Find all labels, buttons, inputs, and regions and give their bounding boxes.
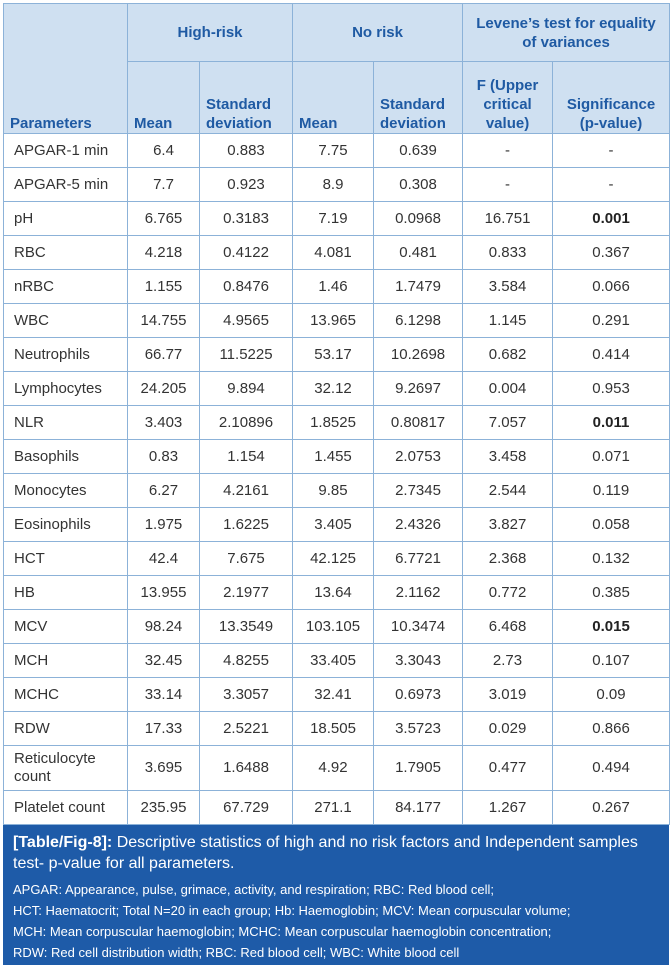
cell-nr-mean: 1.46 (293, 270, 374, 304)
cell-f-value: 7.057 (463, 406, 553, 440)
cell-hr-sd: 67.729 (200, 791, 293, 825)
cell-parameter: APGAR-5 min (4, 168, 128, 202)
cell-nr-mean: 7.75 (293, 134, 374, 168)
cell-p-value: 0.015 (553, 610, 670, 644)
table-row (4, 202, 670, 236)
cell-p-value: 0.866 (553, 712, 670, 746)
cell-nr-mean: 18.505 (293, 712, 374, 746)
cell-nr-mean: 7.19 (293, 202, 374, 236)
cell-hr-sd: 0.3183 (200, 202, 293, 236)
cell-hr-mean: 32.45 (128, 644, 200, 678)
cell-nr-sd: 10.3474 (374, 610, 463, 644)
cell-hr-sd: 4.2161 (200, 474, 293, 508)
header-hr-mean: Mean (128, 62, 200, 134)
cell-nr-sd: 2.7345 (374, 474, 463, 508)
cell-f-value: 1.145 (463, 304, 553, 338)
cell-p-value: 0.414 (553, 338, 670, 372)
cell-f-value: 1.267 (463, 791, 553, 825)
cell-parameter: Neutrophils (4, 338, 128, 372)
cell-parameter: RDW (4, 712, 128, 746)
cell-nr-mean: 8.9 (293, 168, 374, 202)
cell-nr-sd: 0.308 (374, 168, 463, 202)
cell-nr-sd: 2.1162 (374, 576, 463, 610)
cell-parameter: RBC (4, 236, 128, 270)
cell-f-value: - (463, 168, 553, 202)
cell-hr-mean: 17.33 (128, 712, 200, 746)
cell-p-value: 0.001 (553, 202, 670, 236)
cell-f-value: 0.477 (463, 746, 553, 791)
cell-f-value: 2.368 (463, 542, 553, 576)
cell-hr-mean: 14.755 (128, 304, 200, 338)
cell-hr-mean: 3.403 (128, 406, 200, 440)
cell-hr-mean: 24.205 (128, 372, 200, 406)
cell-hr-mean: 1.155 (128, 270, 200, 304)
cell-hr-mean: 0.83 (128, 440, 200, 474)
caption-note: MCH: Mean corpuscular haemoglobin; MCHC: Mean corpuscular haemoglobin concentration; (13, 924, 552, 939)
cell-p-value: 0.367 (553, 236, 670, 270)
table-row (4, 712, 670, 746)
cell-nr-mean: 13.965 (293, 304, 374, 338)
cell-nr-sd: 84.177 (374, 791, 463, 825)
cell-f-value: 0.833 (463, 236, 553, 270)
cell-p-value: 0.385 (553, 576, 670, 610)
cell-p-value: - (553, 168, 670, 202)
caption-notes (13, 879, 659, 963)
cell-p-value: 0.066 (553, 270, 670, 304)
cell-hr-mean: 3.695 (128, 746, 200, 791)
cell-f-value: 0.772 (463, 576, 553, 610)
cell-hr-sd: 0.923 (200, 168, 293, 202)
cell-parameter: NLR (4, 406, 128, 440)
cell-parameter: Basophils (4, 440, 128, 474)
header-hr-sd: Standard deviation (200, 62, 293, 134)
cell-hr-sd: 4.8255 (200, 644, 293, 678)
table-body (4, 134, 670, 825)
caption-label: [Table/Fig-8]: (13, 834, 113, 851)
cell-nr-sd: 2.0753 (374, 440, 463, 474)
cell-nr-sd: 2.4326 (374, 508, 463, 542)
cell-p-value: 0.058 (553, 508, 670, 542)
cell-nr-mean: 3.405 (293, 508, 374, 542)
cell-nr-mean: 4.92 (293, 746, 374, 791)
cell-p-value: 0.267 (553, 791, 670, 825)
header-no-risk: No risk (293, 4, 463, 62)
cell-hr-mean: 6.4 (128, 134, 200, 168)
cell-f-value: 2.544 (463, 474, 553, 508)
cell-p-value: 0.09 (553, 678, 670, 712)
cell-nr-sd: 0.0968 (374, 202, 463, 236)
table-row (4, 644, 670, 678)
cell-hr-mean: 235.95 (128, 791, 200, 825)
cell-nr-sd: 1.7479 (374, 270, 463, 304)
cell-f-value: 6.468 (463, 610, 553, 644)
document (3, 3, 669, 965)
cell-nr-sd: 0.6973 (374, 678, 463, 712)
caption-text: Descriptive statistics of high and no risk factors and Independent samples test- p-value for all parameters. (13, 834, 638, 872)
cell-nr-sd: 0.80817 (374, 406, 463, 440)
cell-hr-mean: 6.27 (128, 474, 200, 508)
cell-nr-mean: 32.12 (293, 372, 374, 406)
header-high-risk: High-risk (128, 4, 293, 62)
cell-nr-sd: 6.7721 (374, 542, 463, 576)
table-row (4, 372, 670, 406)
header-parameters: Parameters (4, 4, 128, 134)
cell-nr-mean: 4.081 (293, 236, 374, 270)
table-row (4, 542, 670, 576)
cell-parameter: HCT (4, 542, 128, 576)
caption-note: APGAR: Appearance, pulse, grimace, activity, and respiration; RBC: Red blood cell; (13, 882, 494, 897)
cell-hr-mean: 13.955 (128, 576, 200, 610)
table-row (4, 134, 670, 168)
cell-nr-mean: 32.41 (293, 678, 374, 712)
table-row (4, 474, 670, 508)
header-row-groups (4, 4, 670, 62)
cell-hr-sd: 9.894 (200, 372, 293, 406)
cell-p-value: - (553, 134, 670, 168)
table-row (4, 304, 670, 338)
table-row (4, 338, 670, 372)
caption-title (13, 832, 659, 874)
cell-nr-mean: 42.125 (293, 542, 374, 576)
statistics-table (3, 3, 670, 825)
cell-f-value: - (463, 134, 553, 168)
cell-nr-mean: 1.8525 (293, 406, 374, 440)
header-levene: Levene’s test for equality of variances (463, 4, 670, 62)
cell-nr-sd: 3.3043 (374, 644, 463, 678)
cell-nr-mean: 271.1 (293, 791, 374, 825)
cell-parameter: Reticulocyte count (4, 746, 128, 791)
cell-hr-sd: 11.5225 (200, 338, 293, 372)
cell-nr-mean: 103.105 (293, 610, 374, 644)
caption-note: HCT: Haematocrit; Total N=20 in each group; Hb: Haemoglobin; MCV: Mean corpuscular volume; (13, 903, 571, 918)
cell-parameter: Monocytes (4, 474, 128, 508)
cell-nr-mean: 9.85 (293, 474, 374, 508)
cell-nr-mean: 53.17 (293, 338, 374, 372)
cell-nr-sd: 0.481 (374, 236, 463, 270)
table-row (4, 791, 670, 825)
cell-hr-sd: 4.9565 (200, 304, 293, 338)
cell-parameter: HB (4, 576, 128, 610)
cell-hr-sd: 0.883 (200, 134, 293, 168)
header-significance: Significance (p-value) (553, 62, 670, 134)
cell-f-value: 0.004 (463, 372, 553, 406)
cell-hr-sd: 1.6225 (200, 508, 293, 542)
cell-nr-sd: 0.639 (374, 134, 463, 168)
cell-p-value: 0.071 (553, 440, 670, 474)
cell-hr-sd: 0.8476 (200, 270, 293, 304)
cell-p-value: 0.011 (553, 406, 670, 440)
cell-hr-mean: 33.14 (128, 678, 200, 712)
cell-parameter: pH (4, 202, 128, 236)
cell-f-value: 0.682 (463, 338, 553, 372)
cell-hr-mean: 7.7 (128, 168, 200, 202)
cell-parameter: APGAR-1 min (4, 134, 128, 168)
cell-hr-sd: 2.1977 (200, 576, 293, 610)
cell-hr-sd: 13.3549 (200, 610, 293, 644)
cell-hr-sd: 3.3057 (200, 678, 293, 712)
cell-hr-mean: 98.24 (128, 610, 200, 644)
cell-nr-sd: 6.1298 (374, 304, 463, 338)
cell-parameter: Platelet count (4, 791, 128, 825)
cell-f-value: 2.73 (463, 644, 553, 678)
header-nr-mean: Mean (293, 62, 374, 134)
cell-hr-sd: 0.4122 (200, 236, 293, 270)
cell-parameter: WBC (4, 304, 128, 338)
cell-hr-mean: 4.218 (128, 236, 200, 270)
cell-f-value: 3.458 (463, 440, 553, 474)
cell-hr-mean: 42.4 (128, 542, 200, 576)
cell-parameter: MCV (4, 610, 128, 644)
table-row (4, 746, 670, 791)
cell-hr-mean: 1.975 (128, 508, 200, 542)
cell-f-value: 16.751 (463, 202, 553, 236)
cell-f-value: 3.827 (463, 508, 553, 542)
cell-f-value: 3.019 (463, 678, 553, 712)
table-row (4, 610, 670, 644)
caption-note: RDW: Red cell distribution width; RBC: Red blood cell; WBC: White blood cell (13, 945, 460, 960)
cell-parameter: Eosinophils (4, 508, 128, 542)
cell-p-value: 0.132 (553, 542, 670, 576)
cell-hr-mean: 66.77 (128, 338, 200, 372)
cell-nr-mean: 33.405 (293, 644, 374, 678)
cell-parameter: Lymphocytes (4, 372, 128, 406)
cell-hr-sd: 2.5221 (200, 712, 293, 746)
table-row (4, 508, 670, 542)
cell-hr-sd: 1.6488 (200, 746, 293, 791)
cell-f-value: 3.584 (463, 270, 553, 304)
cell-hr-sd: 2.10896 (200, 406, 293, 440)
table-row (4, 576, 670, 610)
cell-hr-mean: 6.765 (128, 202, 200, 236)
table-row (4, 236, 670, 270)
cell-hr-sd: 7.675 (200, 542, 293, 576)
cell-nr-mean: 1.455 (293, 440, 374, 474)
cell-p-value: 0.494 (553, 746, 670, 791)
cell-nr-sd: 10.2698 (374, 338, 463, 372)
cell-parameter: nRBC (4, 270, 128, 304)
cell-f-value: 0.029 (463, 712, 553, 746)
cell-nr-sd: 1.7905 (374, 746, 463, 791)
cell-hr-sd: 1.154 (200, 440, 293, 474)
cell-nr-sd: 9.2697 (374, 372, 463, 406)
cell-nr-mean: 13.64 (293, 576, 374, 610)
cell-p-value: 0.953 (553, 372, 670, 406)
cell-p-value: 0.291 (553, 304, 670, 338)
cell-p-value: 0.119 (553, 474, 670, 508)
table-row (4, 270, 670, 304)
cell-p-value: 0.107 (553, 644, 670, 678)
figure-caption (3, 825, 669, 965)
cell-parameter: MCHC (4, 678, 128, 712)
table-row (4, 440, 670, 474)
cell-nr-sd: 3.5723 (374, 712, 463, 746)
header-nr-sd: Standard deviation (374, 62, 463, 134)
table-row (4, 406, 670, 440)
cell-parameter: MCH (4, 644, 128, 678)
table-row (4, 168, 670, 202)
header-f-value: F (Upper critical value) (463, 62, 553, 134)
table-row (4, 678, 670, 712)
